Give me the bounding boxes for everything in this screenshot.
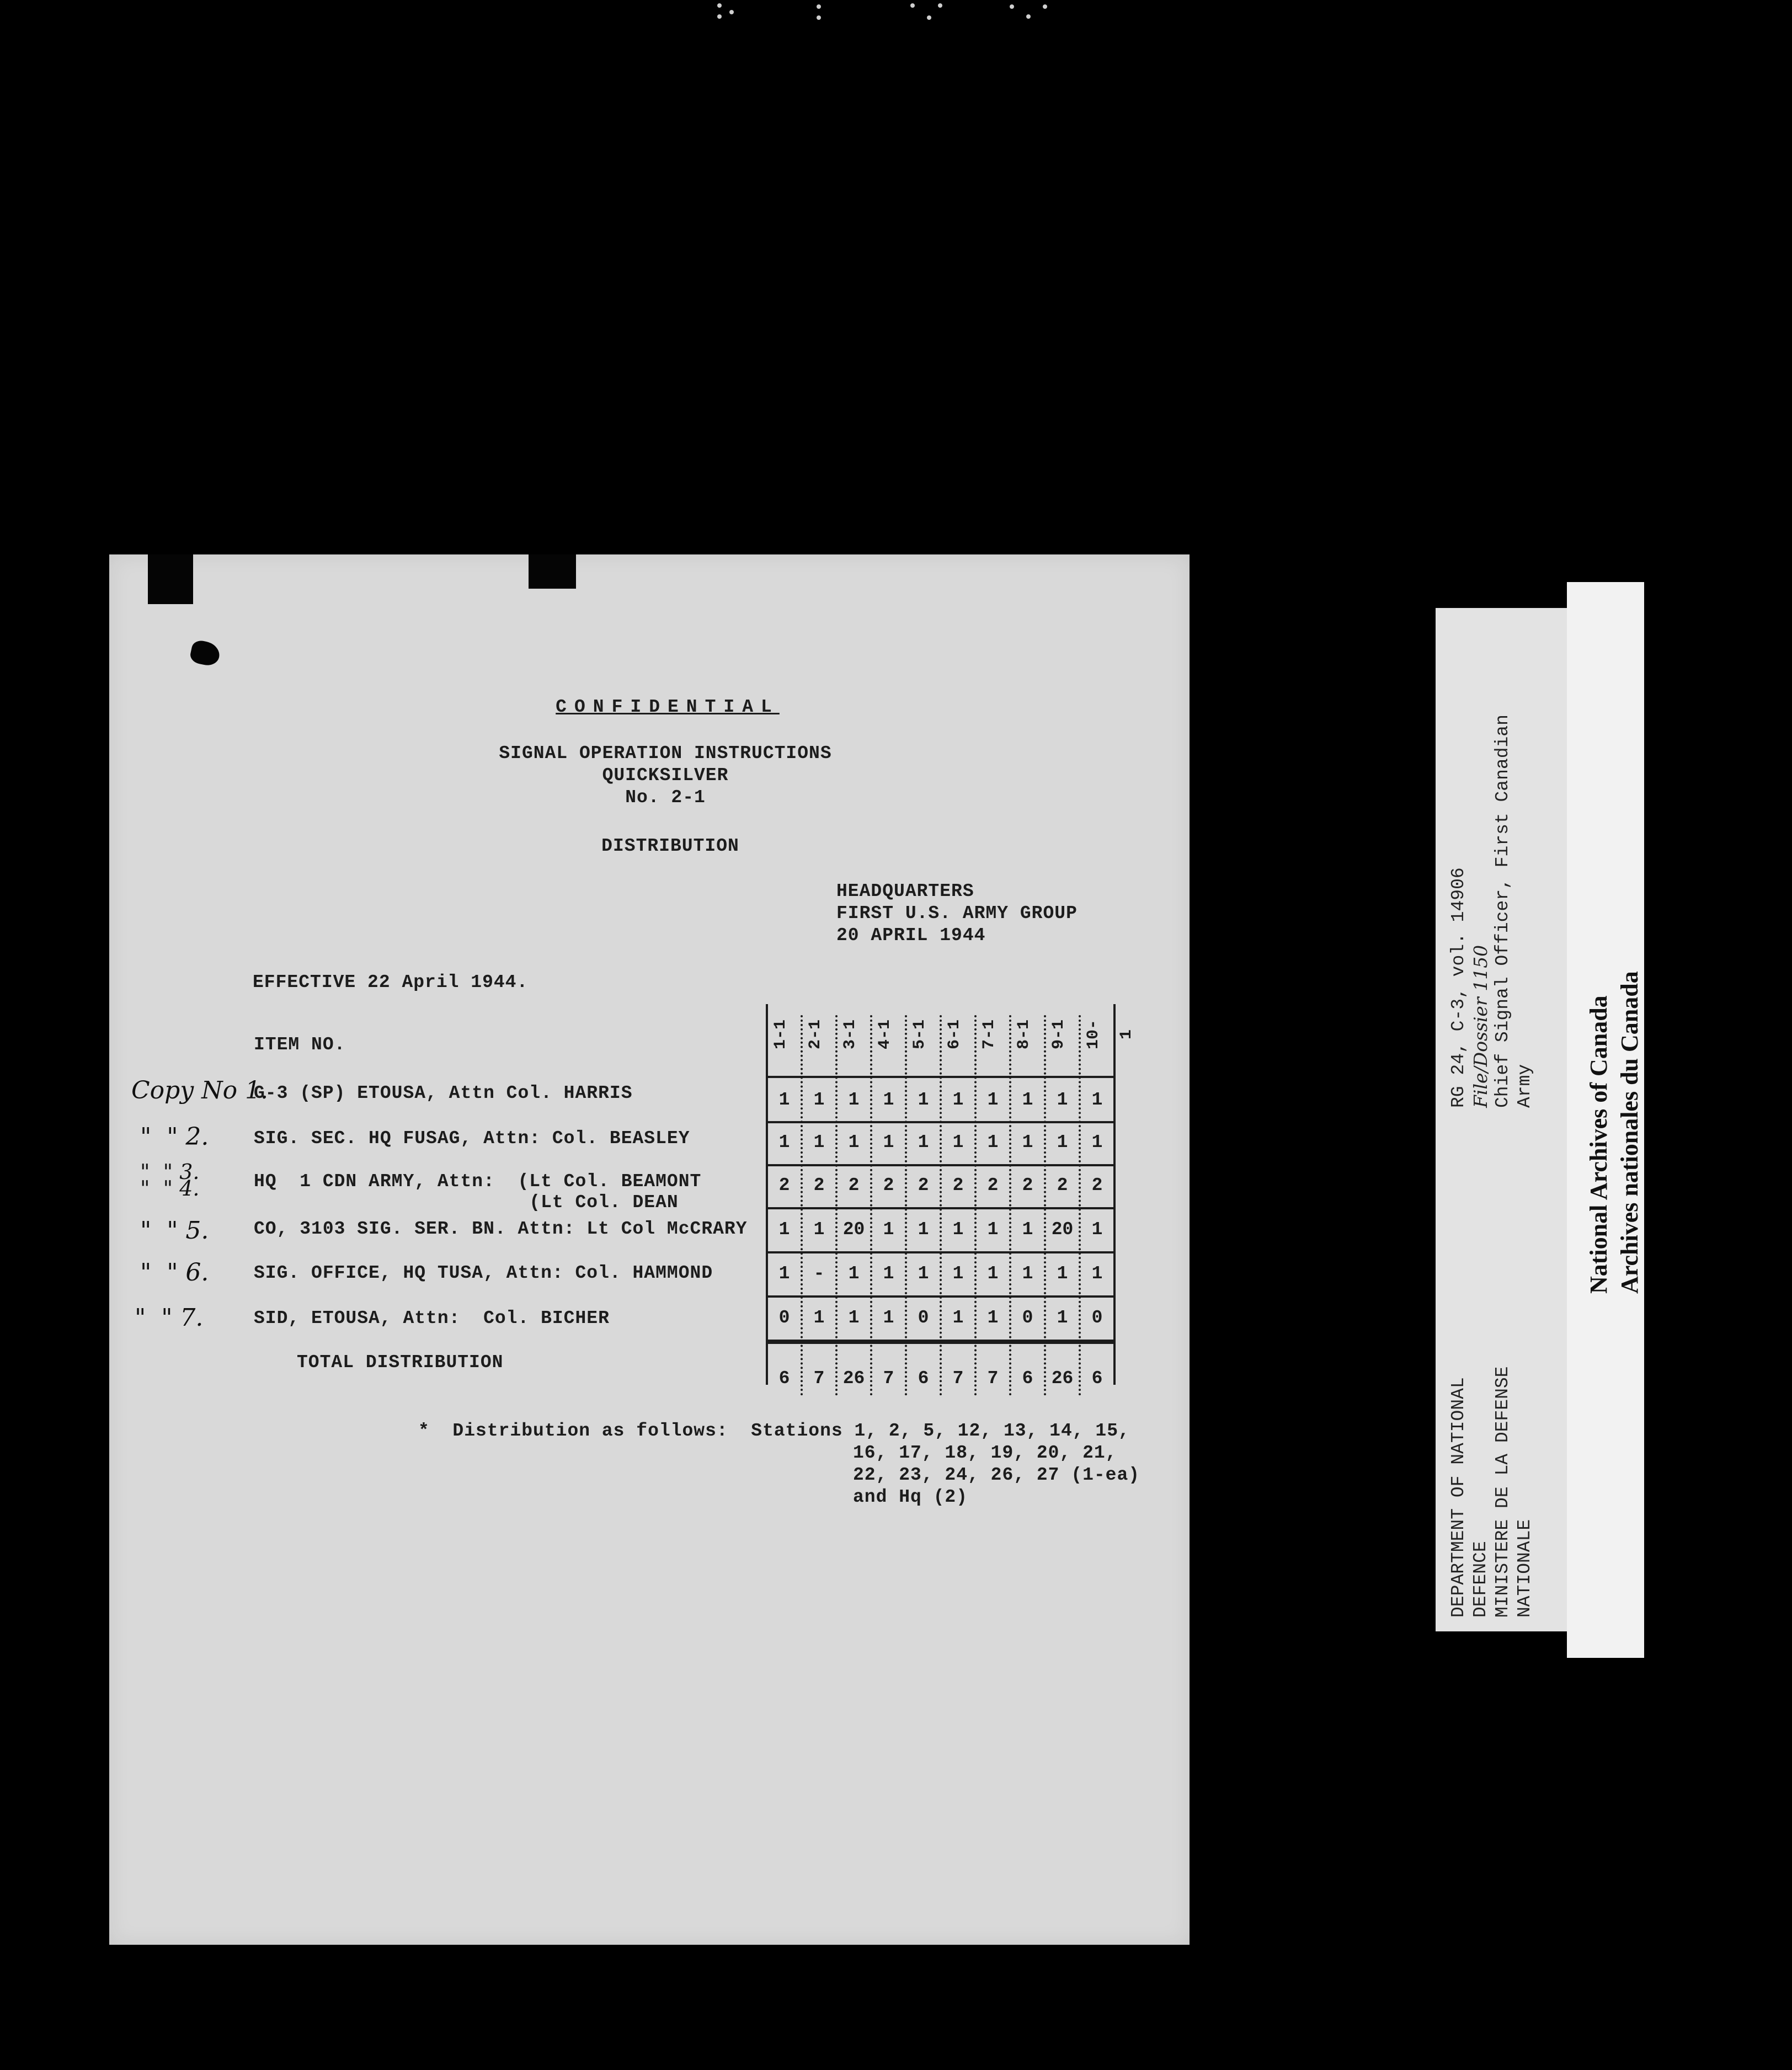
row-rule <box>766 1207 1114 1209</box>
row-rule <box>766 1342 1114 1344</box>
table-cell: 20 <box>1051 1219 1074 1240</box>
table-cell: 1 <box>1091 1219 1103 1240</box>
confidential-heading: CONFIDENTIAL <box>556 697 780 717</box>
column-header: 5-1 <box>910 1020 929 1050</box>
copy-note: " " 6. <box>140 1258 209 1287</box>
row-rule <box>766 1251 1114 1253</box>
film-specks <box>712 0 1065 22</box>
table-cell: 1 <box>952 1090 964 1110</box>
table-cell: 1 <box>1091 1090 1103 1110</box>
total-cell: 7 <box>987 1368 999 1389</box>
copy-note: " " 7. <box>135 1304 204 1332</box>
nac-text <box>1583 971 1645 1294</box>
row-text: SIG. SEC. HQ FUSAG, Attn: Col. BEASLEY <box>254 1128 690 1149</box>
title-line-3: No. 2-1 <box>625 787 706 808</box>
copy-note: " " 2. <box>140 1123 209 1151</box>
table-cell: 1 <box>1057 1263 1068 1284</box>
table-cell: 1 <box>918 1263 929 1284</box>
table-cell: 2 <box>987 1175 999 1196</box>
column-header: 10-1 <box>1084 1020 1136 1050</box>
row-rule <box>766 1164 1114 1166</box>
table-cell: 1 <box>1057 1132 1068 1153</box>
table-cell: 1 <box>987 1219 999 1240</box>
table-cell: 1 <box>1022 1219 1033 1240</box>
column-header: 9-1 <box>1049 1020 1068 1050</box>
table-cell: 1 <box>918 1090 929 1110</box>
column-rule <box>1044 1015 1046 1396</box>
row-rule <box>766 1076 1114 1078</box>
table-cell: 1 <box>848 1132 860 1153</box>
table-cell: 2 <box>848 1175 860 1196</box>
table-cell: 1 <box>778 1132 790 1153</box>
table-cell: 1 <box>1057 1308 1068 1328</box>
column-rule <box>870 1015 872 1396</box>
column-header: 8-1 <box>1015 1020 1033 1050</box>
column-header: 1-1 <box>771 1020 790 1050</box>
table-cell: 1 <box>848 1308 860 1328</box>
column-rule <box>835 1015 838 1396</box>
footnote-line: * Distribution as follows: Stations 1, 2, 5, 12, 13, 14, 15, <box>418 1421 1130 1441</box>
total-cell: 7 <box>952 1368 964 1389</box>
distribution-table <box>766 1004 1136 1389</box>
total-cell: 7 <box>883 1368 894 1389</box>
table-cell: 1 <box>778 1219 790 1240</box>
row-text: SID, ETOUSA, Attn: Col. BICHER <box>254 1308 610 1329</box>
total-cell: 26 <box>842 1368 865 1389</box>
table-cell: 1 <box>918 1219 929 1240</box>
column-header: 6-1 <box>945 1020 964 1050</box>
table-cell: 1 <box>1091 1263 1103 1284</box>
table-cell: 1 <box>987 1090 999 1110</box>
footnote-line: and Hq (2) <box>853 1487 968 1507</box>
column-rule <box>940 1015 942 1396</box>
ref-line: RG 24, C-3, vol. 14906 <box>1448 867 1469 1108</box>
copy-note: " " 5. <box>140 1217 209 1245</box>
table-cell: 1 <box>848 1263 860 1284</box>
table-cell: 1 <box>918 1132 929 1153</box>
column-header: 7-1 <box>980 1020 999 1050</box>
column-rule <box>1009 1015 1011 1396</box>
table-cell: 1 <box>952 1263 964 1284</box>
table-cell: 1 <box>813 1090 825 1110</box>
table-cell: 2 <box>1022 1175 1033 1196</box>
title-line-2: QUICKSILVER <box>602 765 729 786</box>
table-cell: 2 <box>918 1175 929 1196</box>
table-cell: 1 <box>813 1132 825 1153</box>
section-heading: DISTRIBUTION <box>601 836 739 856</box>
table-cell: 1 <box>883 1132 894 1153</box>
table-cell: 0 <box>918 1308 929 1328</box>
total-cell: 6 <box>778 1368 790 1389</box>
item-no-header: ITEM NO. <box>254 1034 346 1055</box>
nac-line: National Archives of Canada <box>1585 995 1612 1294</box>
table-cell: 1 <box>813 1308 825 1328</box>
total-distribution-label: TOTAL DISTRIBUTION <box>297 1352 504 1373</box>
table-cell: 1 <box>1022 1263 1033 1284</box>
total-cell: 6 <box>918 1368 929 1389</box>
punch-hole <box>189 639 222 668</box>
table-cell: 1 <box>1022 1090 1033 1110</box>
table-cell: 1 <box>883 1308 894 1328</box>
table-cell: 2 <box>883 1175 894 1196</box>
file-reference <box>1448 714 1536 1108</box>
hq-line-1: HEADQUARTERS <box>836 881 974 901</box>
table-cell: 0 <box>1022 1308 1033 1328</box>
table-cell: 1 <box>1022 1132 1033 1153</box>
column-header: 4-1 <box>876 1020 894 1050</box>
table-cell: 1 <box>952 1219 964 1240</box>
row-rule <box>766 1121 1114 1123</box>
total-cell: 6 <box>1022 1368 1033 1389</box>
table-cell: 1 <box>1057 1090 1068 1110</box>
table-cell: 1 <box>987 1308 999 1328</box>
binder-tab <box>529 554 576 589</box>
table-cell: 0 <box>1091 1308 1103 1328</box>
dept-line: DEFENCE <box>1470 1541 1491 1618</box>
copy-note: " " 3. " " 4. <box>140 1160 200 1201</box>
table-cell: 20 <box>842 1219 865 1240</box>
table-cell: 2 <box>813 1175 825 1196</box>
column-rule <box>801 1015 803 1396</box>
table-cell: 1 <box>987 1263 999 1284</box>
table-cell: 1 <box>1091 1132 1103 1153</box>
table-cell: 1 <box>952 1308 964 1328</box>
total-cell: 6 <box>1091 1368 1103 1389</box>
table-cell: - <box>813 1263 825 1284</box>
effective-date: EFFECTIVE 22 April 1944. <box>253 972 529 993</box>
table-cell: 1 <box>883 1263 894 1284</box>
archive-reference-label <box>1436 608 1574 1631</box>
ref-line: Chief Signal Officer, First Canadian <box>1492 714 1513 1108</box>
column-rule <box>974 1015 977 1396</box>
table-cell: 1 <box>778 1090 790 1110</box>
row-text: HQ 1 CDN ARMY, Attn: (Lt Col. BEAMONT (Lt Col. DEAN <box>254 1171 702 1213</box>
table-cell: 1 <box>987 1132 999 1153</box>
table-cell: 0 <box>778 1308 790 1328</box>
column-rule <box>1079 1015 1081 1396</box>
row-text: CO, 3103 SIG. SER. BN. Attn: Lt Col McCRARY <box>254 1219 748 1239</box>
table-cell: 2 <box>952 1175 964 1196</box>
title-line-1: SIGNAL OPERATION INSTRUCTIONS <box>499 743 832 764</box>
hq-date: 20 APRIL 1944 <box>836 925 986 946</box>
table-cell: 1 <box>778 1263 790 1284</box>
copy-note: Copy No 1. <box>131 1076 269 1105</box>
table-cell: 1 <box>883 1090 894 1110</box>
national-archives-label <box>1567 582 1644 1658</box>
table-cell: 1 <box>813 1219 825 1240</box>
footnote-line: 22, 23, 24, 26, 27 (1-ea) <box>853 1465 1140 1485</box>
row-text: SIG. OFFICE, HQ TUSA, Attn: Col. HAMMOND <box>254 1263 713 1283</box>
row-rule <box>766 1295 1114 1298</box>
dept-line: NATIONALE <box>1514 1519 1535 1618</box>
department-label <box>1448 1367 1536 1618</box>
ref-line: File/Dossier 1150 <box>1470 945 1491 1108</box>
table-cell: 2 <box>778 1175 790 1196</box>
table-cell: 2 <box>1091 1175 1103 1196</box>
table-cell: 2 <box>1057 1175 1068 1196</box>
footnote-line: 16, 17, 18, 19, 20, 21, <box>853 1443 1117 1463</box>
column-rule <box>905 1015 907 1396</box>
hq-line-2: FIRST U.S. ARMY GROUP <box>836 903 1078 924</box>
column-header: 3-1 <box>841 1020 860 1050</box>
dept-line: MINISTERE DE LA DEFENSE <box>1492 1366 1513 1618</box>
ref-line: Army <box>1514 1064 1535 1108</box>
table-cell: 1 <box>952 1132 964 1153</box>
nac-line: Archives nationales du Canada <box>1616 971 1643 1294</box>
binder-tab <box>148 554 193 604</box>
table-cell: 1 <box>848 1090 860 1110</box>
row-text: G-3 (SP) ETOUSA, Attn Col. HARRIS <box>254 1083 633 1103</box>
table-cell: 1 <box>883 1219 894 1240</box>
total-cell: 26 <box>1051 1368 1074 1389</box>
dept-line: DEPARTMENT OF NATIONAL <box>1448 1377 1469 1618</box>
column-header: 2-1 <box>806 1020 825 1050</box>
total-cell: 7 <box>813 1368 825 1389</box>
